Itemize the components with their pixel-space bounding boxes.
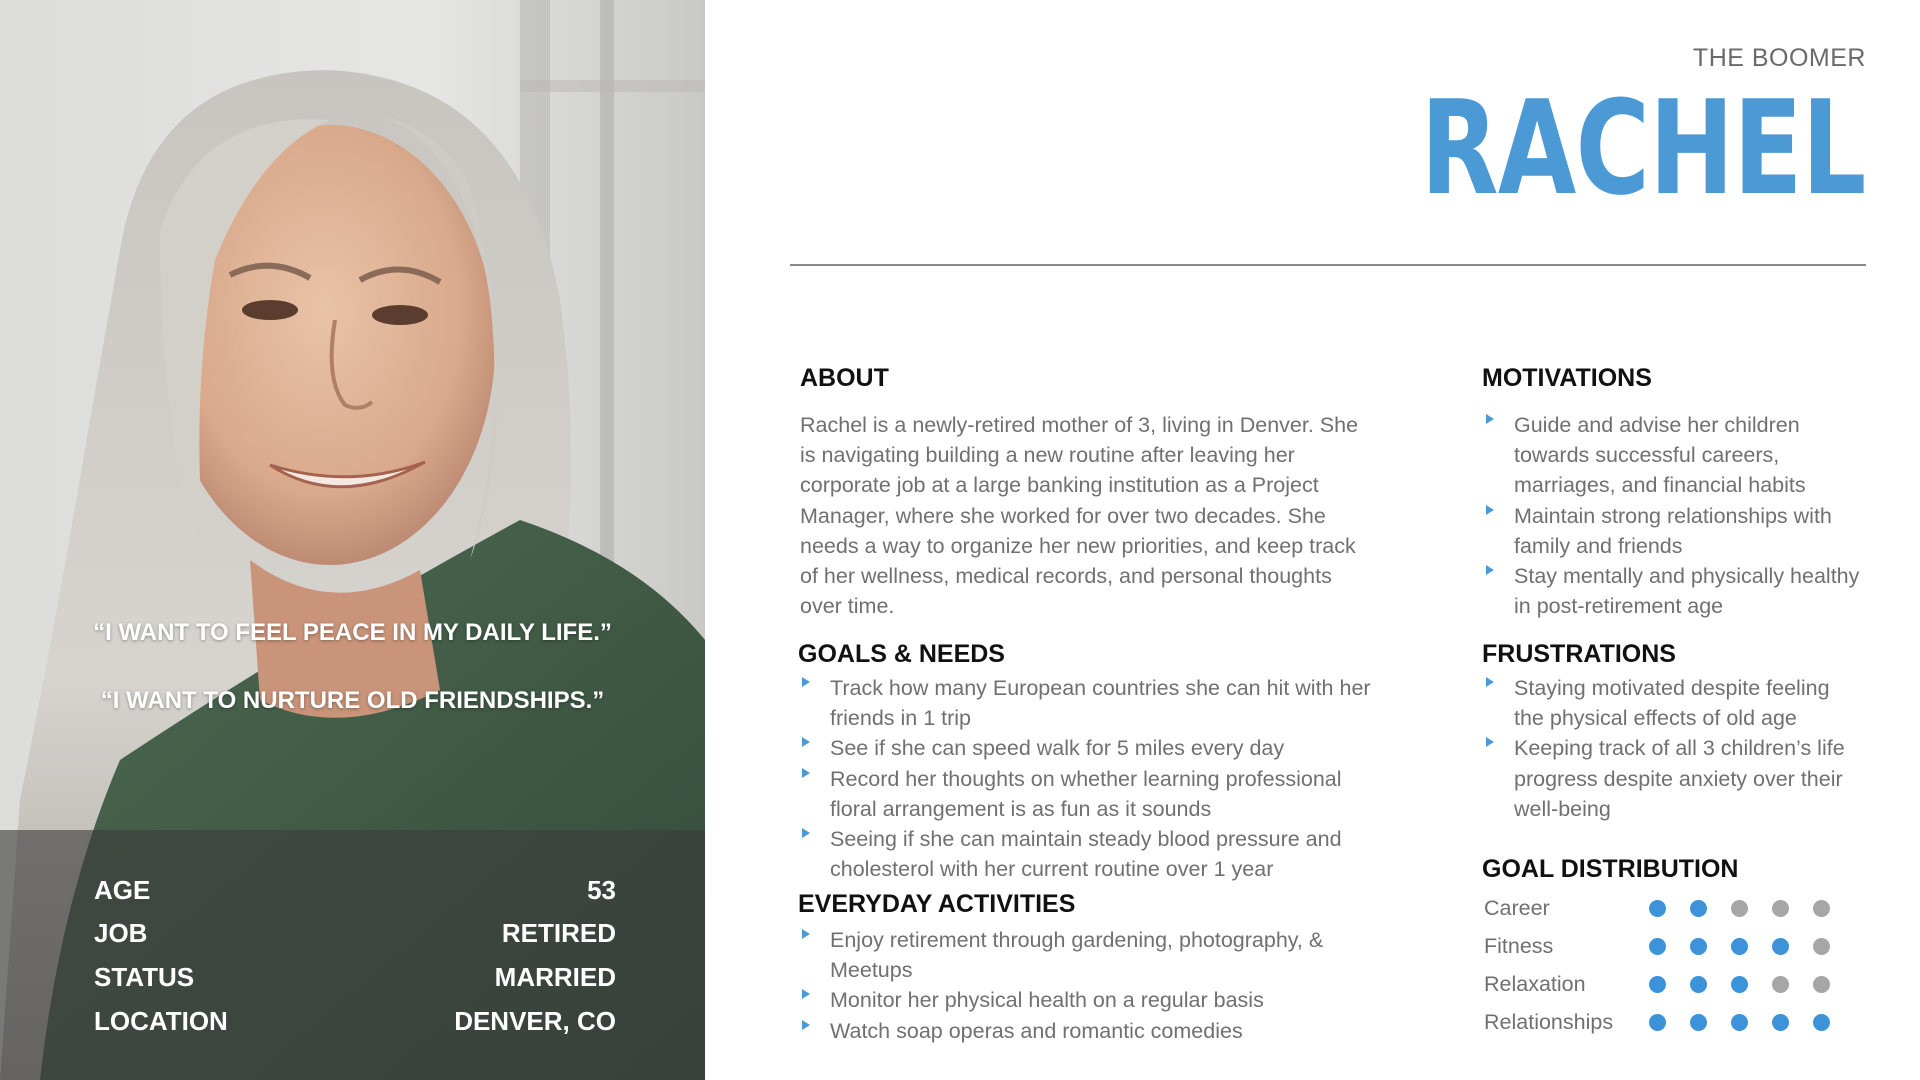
goal-rating bbox=[1649, 976, 1854, 993]
list-item bbox=[800, 764, 1380, 824]
frustrations-list bbox=[1484, 673, 1864, 824]
bullet-triangle-icon bbox=[802, 768, 810, 778]
stat-value: MARRIED bbox=[494, 962, 616, 992]
header-divider bbox=[790, 264, 1866, 266]
motivations-title: MOTIVATIONS bbox=[1482, 364, 1652, 392]
goal-label: Relaxation bbox=[1484, 972, 1586, 996]
list-item bbox=[800, 1016, 1380, 1046]
bullet-triangle-icon bbox=[1486, 414, 1494, 424]
list-item bbox=[800, 673, 1380, 733]
bullet-triangle-icon bbox=[802, 677, 810, 687]
motivations-list bbox=[1484, 410, 1864, 621]
quote-friendships: “I WANT TO NURTURE OLD FRIENDSHIPS.” bbox=[100, 687, 605, 714]
rating-dot-filled bbox=[1772, 1014, 1789, 1031]
quote-peace: “I WANT TO FEEL PEACE IN MY DAILY LIFE.” bbox=[93, 619, 612, 646]
list-item-text: Watch soap operas and romantic comedies bbox=[830, 1018, 1243, 1043]
bullet-triangle-icon bbox=[1486, 677, 1494, 687]
persona-name: RACHEL bbox=[1420, 72, 1866, 224]
frustrations-title: FRUSTRATIONS bbox=[1482, 640, 1676, 668]
stat-job bbox=[94, 918, 616, 949]
goal-rating bbox=[1649, 900, 1854, 917]
rating-dot-filled bbox=[1690, 900, 1707, 917]
rating-dot-empty bbox=[1772, 900, 1789, 917]
rating-dot-filled bbox=[1649, 938, 1666, 955]
rating-dot-filled bbox=[1649, 900, 1666, 917]
list-item bbox=[800, 985, 1380, 1015]
bullet-triangle-icon bbox=[802, 828, 810, 838]
rating-dot-empty bbox=[1813, 938, 1830, 955]
rating-dot-filled bbox=[1813, 1014, 1830, 1031]
rating-dot-filled bbox=[1649, 1014, 1666, 1031]
rating-dot-filled bbox=[1731, 976, 1748, 993]
list-item-text: Stay mentally and physically healthy in post-retirement age bbox=[1514, 564, 1860, 619]
rating-dot-filled bbox=[1690, 1014, 1707, 1031]
goal-rating bbox=[1649, 938, 1854, 955]
stat-value: DENVER, CO bbox=[454, 1006, 616, 1036]
goal-distribution-title: GOAL DISTRIBUTION bbox=[1482, 855, 1739, 883]
rating-dot-filled bbox=[1731, 1014, 1748, 1031]
list-item bbox=[800, 733, 1380, 763]
activities-list bbox=[800, 925, 1380, 1046]
rating-dot-filled bbox=[1772, 938, 1789, 955]
list-item bbox=[1484, 673, 1864, 733]
rating-dot-filled bbox=[1731, 938, 1748, 955]
goals-title: GOALS & NEEDS bbox=[798, 640, 1005, 668]
goal-rating bbox=[1649, 1014, 1854, 1031]
list-item bbox=[1484, 733, 1864, 824]
stats-overlay bbox=[0, 830, 705, 1080]
list-item bbox=[1484, 410, 1864, 501]
list-item-text: Keeping track of all 3 children’s life progress despite anxiety over their well-being bbox=[1514, 736, 1845, 821]
bullet-triangle-icon bbox=[802, 929, 810, 939]
stat-label: AGE bbox=[94, 875, 151, 905]
stat-label: STATUS bbox=[94, 962, 195, 992]
list-item-text: Maintain strong relationships with family and friends bbox=[1514, 503, 1832, 558]
stat-label: JOB bbox=[94, 918, 148, 948]
goal-label: Relationships bbox=[1484, 1010, 1614, 1034]
rating-dot-empty bbox=[1772, 976, 1789, 993]
bullet-triangle-icon bbox=[1486, 565, 1494, 575]
list-item bbox=[1484, 501, 1864, 561]
portrait-panel bbox=[0, 0, 705, 1080]
list-item bbox=[800, 824, 1380, 884]
list-item-text: Seeing if she can maintain steady blood pressure and cholesterol with her current routine over 1 year bbox=[830, 827, 1342, 882]
bullet-triangle-icon bbox=[802, 737, 810, 747]
list-item-text: Record her thoughts on whether learning professional floral arrangement is as fun as it sounds bbox=[830, 766, 1342, 821]
goal-row-fitness bbox=[1484, 931, 1844, 961]
persona-quotes bbox=[70, 616, 635, 718]
goal-row-relationships bbox=[1484, 1007, 1844, 1037]
goals-list bbox=[800, 673, 1380, 884]
bullet-triangle-icon bbox=[1486, 505, 1494, 515]
goal-label: Fitness bbox=[1484, 934, 1554, 958]
list-item bbox=[1484, 561, 1864, 621]
stat-label: LOCATION bbox=[94, 1006, 228, 1036]
goal-label: Career bbox=[1484, 896, 1550, 920]
rating-dot-filled bbox=[1690, 938, 1707, 955]
list-item bbox=[800, 925, 1380, 985]
list-item-text: Guide and advise her children towards successful careers, marriages, and financial habits bbox=[1514, 413, 1806, 498]
rating-dot-filled bbox=[1649, 976, 1666, 993]
goal-row-relaxation bbox=[1484, 969, 1844, 999]
list-item-text: Track how many European countries she can hit with her friends in 1 trip bbox=[830, 676, 1371, 731]
bullet-triangle-icon bbox=[802, 989, 810, 999]
about-title: ABOUT bbox=[800, 364, 889, 392]
rating-dot-empty bbox=[1813, 976, 1830, 993]
goal-row-career bbox=[1484, 893, 1844, 923]
list-item-text: Staying motivated despite feeling the physical effects of old age bbox=[1514, 676, 1830, 731]
bullet-triangle-icon bbox=[1486, 737, 1494, 747]
list-item-text: Monitor her physical health on a regular basis bbox=[830, 988, 1264, 1013]
rating-dot-empty bbox=[1813, 900, 1830, 917]
about-text: Rachel is a newly-retired mother of 3, living in Denver. She is navigating building a new routine after leaving her corporate job at a large banking institution as a Project Manager, where she worked for over two decades. She needs a way to organize her new priorities, and keep track of her wellness, medical records, and personal thoughts over time. bbox=[800, 413, 1359, 619]
stat-location bbox=[94, 1006, 616, 1037]
rating-dot-filled bbox=[1690, 976, 1707, 993]
activities-title: EVERYDAY ACTIVITIES bbox=[798, 890, 1076, 918]
bullet-triangle-icon bbox=[802, 1020, 810, 1030]
persona-kicker: THE BOOMER bbox=[1692, 44, 1866, 72]
stat-status bbox=[94, 962, 616, 993]
list-item-text: See if she can speed walk for 5 miles every day bbox=[830, 736, 1285, 761]
list-item-text: Enjoy retirement through gardening, photography, & Meetups bbox=[830, 928, 1324, 983]
stat-value: 53 bbox=[587, 875, 616, 905]
stat-value: RETIRED bbox=[501, 918, 616, 948]
stat-age bbox=[94, 875, 616, 906]
rating-dot-empty bbox=[1731, 900, 1748, 917]
